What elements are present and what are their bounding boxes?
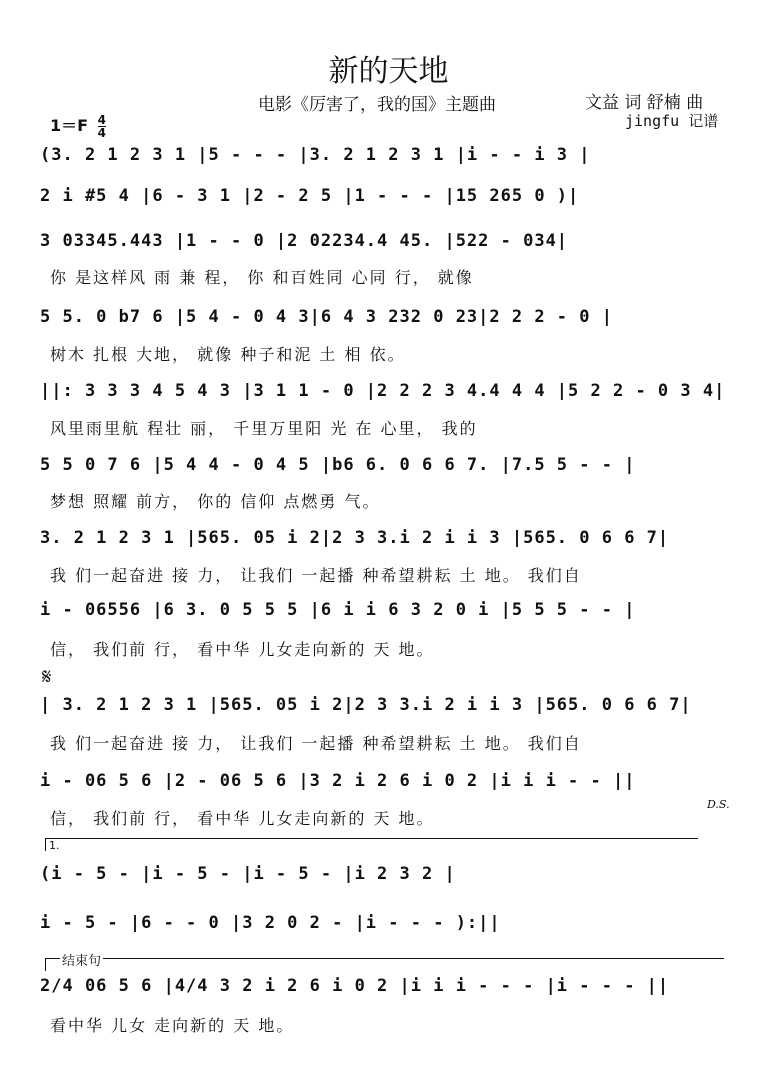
song-subtitle: 电影《厉害了，我的国》主题曲 [258,95,496,115]
lyric-row-2: 树木 扎根 大地， 就像 种子和泥 土 相 依。 [50,345,406,364]
ending-phrase-label: 结束句 [60,950,103,969]
lyric-row-5: 我 们一起奋进 接 力， 让我们 一起播 种希望耕耘 土 地。 我们自 [50,566,582,585]
time-denominator: 4 [97,126,107,140]
lyric-row-6: 信， 我们前 行， 看中华 儿女走向新的 天 地。 [50,640,435,659]
notator-credit: jingfu 记谱 [625,112,719,130]
music-row-4: 5 5. 0 b7 6 |5 4 - 0 4 3|6 4 3 232 0 23|2 2 2 - 0 | [40,307,613,327]
music-row-8: i - 06556 |6 3. 0 5 5 5 |6 i i 6 3 2 0 i |5 5 5 - - | [40,600,636,620]
music-row-5: ||: 3 3 3 4 5 4 3 |3 1 1 - 0 |2 2 2 3 4.4 4 4 |5 2 2 - 0 3 4| [40,381,726,401]
key-signature [50,113,106,139]
music-row-10: i - 06 5 6 |2 - 06 5 6 |3 2 i 2 6 i 0 2 |i i i - - || [40,771,636,791]
time-signature [98,114,106,139]
lyric-row-9: 看中华 儿女 走向新的 天 地。 [50,1016,295,1035]
lyric-row-4: 梦想 照耀 前方， 你的 信仰 点燃勇 气。 [50,492,381,511]
time-numerator: 4 [97,113,107,127]
lyric-row-3: 风里雨里航 程壮 丽， 千里万里阳 光 在 心里， 我的 [50,419,478,438]
music-row-1: (3. 2 1 2 3 1 |5 - - - |3. 2 1 2 3 1 |i - - i 3 | [40,145,591,165]
key-label: 1＝F [50,116,89,135]
lyric-row-7: 我 们一起奋进 接 力， 让我们 一起播 种希望耕耘 土 地。 我们自 [50,734,582,753]
music-row-6: 5 5 0 7 6 |5 4 4 - 0 4 5 |b6 6. 0 6 6 7. |7.5 5 - - | [40,455,636,475]
music-row-2: 2 i #5 4 |6 - 3 1 |2 - 2 5 |1 - - - |15 265 0 )| [40,186,580,206]
music-row-7: 3. 2 1 2 3 1 |565. 05 i 2|2 3 3.i 2 i i 3 |565. 0 6 6 7| [40,528,670,548]
music-row-9: | 3. 2 1 2 3 1 |565. 05 i 2|2 3 3.i 2 i i 3 |565. 0 6 6 7| [40,695,692,715]
song-title: 新的天地 [328,54,449,89]
dal-segno-mark: D.S. [707,798,730,811]
music-row-12: i - 5 - |6 - - 0 |3 2 0 2 - |i - - - ):|| [40,913,501,933]
song-credits: 文益 词 舒楠 曲 [585,93,704,113]
lyric-row-8: 信， 我们前 行， 看中华 儿女走向新的 天 地。 [50,809,435,828]
segno-sign: 𝄋 [42,665,52,690]
music-row-13: 2/4 06 5 6 |4/4 3 2 i 2 6 i 0 2 |i i i - - - |i - - - || [40,976,670,996]
music-row-11: (i - 5 - |i - 5 - |i - 5 - |i 2 3 2 | [40,864,456,884]
first-ending-label: 1. [49,839,60,852]
ending-phrase-bracket [45,954,724,971]
first-ending-bracket [45,838,698,851]
lyric-row-1: 你 是这样风 雨 兼 程， 你 和百姓同 心同 行， 就像 [50,268,474,287]
music-row-3: 3 03345.443 |1 - - 0 |2 02234.4 45. |522 - 034| [40,231,569,251]
